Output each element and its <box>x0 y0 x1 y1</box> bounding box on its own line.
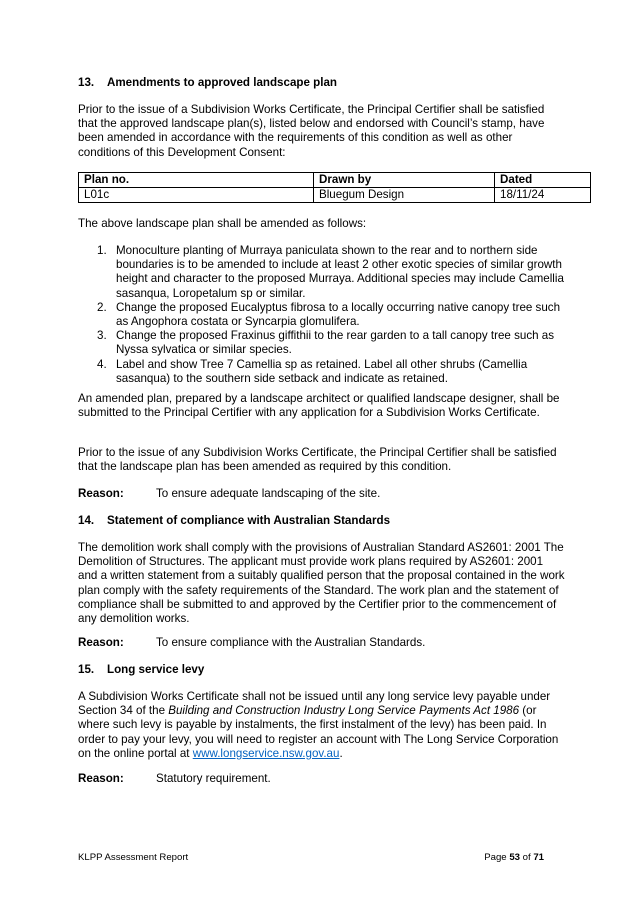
table-cell-dated: 18/11/24 <box>495 188 591 203</box>
section-13-intro: Prior to the issue of a Subdivision Works Certificate, the Principal Certifier shall be satisfied that the approved landscape plan(s), listed below and endorsed with Council’s stamp, have been amended in accordance with the requirements of this condition as well as other conditions of this Development Consent: <box>78 103 545 159</box>
section-number: 15. <box>78 663 95 676</box>
list-item-number: 4. <box>97 357 107 371</box>
list-item-number: 2. <box>97 300 107 314</box>
section-number: 14. <box>78 514 95 527</box>
section-title: Amendments to approved landscape plan <box>107 76 337 89</box>
section-13-heading <box>78 76 565 92</box>
body-text: . <box>339 746 343 760</box>
page-total: 71 <box>533 852 544 863</box>
reason-text: Statutory requirement. <box>156 772 271 785</box>
section-14-heading <box>78 514 565 530</box>
body-text: (or where such levy is payable by instalments, the first instalment of the levy) has been paid. In order to pay your levy, you will need to register an account with The Long Service Corporation on the online portal at <box>78 704 559 760</box>
list-item-number: 1. <box>97 244 107 257</box>
table-cell-drawn-by: Bluegum Design <box>314 188 495 203</box>
reason-label: Reason: <box>78 487 124 500</box>
table-header-row <box>79 173 591 188</box>
footer-page-number <box>484 851 544 865</box>
section-15-body <box>78 690 565 761</box>
section-14-reason <box>78 636 565 650</box>
table-header-dated: Dated <box>495 173 591 188</box>
section-15-heading <box>78 663 565 679</box>
longservice-link[interactable]: www.longservice.nsw.gov.au <box>192 746 340 760</box>
list-item <box>78 244 565 301</box>
list-item <box>78 329 565 357</box>
table-row <box>79 188 591 203</box>
amendment-list <box>78 244 565 386</box>
section-13-para-3: Prior to the issue of any Subdivision Works Certificate, the Principal Certifier shall be satisfied that the landscape plan has been amended as required by this condition. <box>78 446 557 474</box>
page-footer <box>78 851 544 865</box>
table-cell-plan-no: L01c <box>79 188 314 203</box>
list-item <box>78 301 565 329</box>
act-title: Building and Construction Industry Long Service Payments Act 1986 <box>168 704 520 718</box>
reason-label: Reason: <box>78 636 124 649</box>
page-of: of <box>519 852 534 863</box>
landscape-plan-table <box>78 172 591 203</box>
page-prefix: Page <box>484 852 510 863</box>
list-item-text: Label and show Tree 7 Camellia sp as retained. Label all other shrubs (Camellia sasanqua) to the southern side setback and indicate as retained. <box>116 357 528 385</box>
page-current: 53 <box>509 852 520 863</box>
section-15-reason <box>78 772 565 786</box>
section-14-body: The demolition work shall comply with the provisions of Australian Standard AS2601: 2001 The Demolition of Structures. The applicant must provide work plans required by AS2601: 2001 and a written statement from a suitably qualified person that the proposal contained in the work plan comply with the safety requirements of the Standard. The work plan and the statement of compliance shall be submitted to and approved by the Certifier prior to the commencement of any demolition works. <box>78 541 565 626</box>
list-item-text: Monoculture planting of Murraya paniculata shown to the rear and to northern side boundaries is to be amended to include at least 2 other exotic species of similar growth height and character to the proposed Murraya. Additional species may include Camellia sasanqua, Loropetalum sp or similar. <box>116 244 564 300</box>
section-13-reason <box>78 487 565 501</box>
reason-text: To ensure adequate landscaping of the site. <box>156 487 381 500</box>
amend-intro: The above landscape plan shall be amended as follows: <box>78 217 367 230</box>
list-item <box>78 358 565 386</box>
table-header-plan-no: Plan no. <box>79 173 314 188</box>
footer-report-title: KLPP Assessment Report <box>78 852 189 863</box>
table-header-drawn-by: Drawn by <box>314 173 495 188</box>
list-item-number: 3. <box>97 329 107 343</box>
section-title: Long service levy <box>107 663 205 676</box>
body-text: A Subdivision Works Certificate shall not be issued until any long service levy payable under Section 34 of the <box>78 690 551 718</box>
section-number: 13. <box>78 76 95 89</box>
section-13-para-2: An amended plan, prepared by a landscape architect or qualified landscape designer, shall be submitted to the Principal Certifier with any application for a Subdivision Works Certificate. <box>78 392 560 420</box>
list-item-text: Change the proposed Eucalyptus fibrosa to a locally occurring native canopy tree such as Angophora costata or Syncarpia glomulifera. <box>116 300 561 329</box>
section-title: Statement of compliance with Australian Standards <box>107 514 391 527</box>
list-item-text: Change the proposed Fraxinus giffithii to the rear garden to a tall canopy tree such as Nyssa sylvatica or similar species. <box>116 329 555 357</box>
reason-text: To ensure compliance with the Australian Standards. <box>156 636 426 649</box>
reason-label: Reason: <box>78 772 124 785</box>
